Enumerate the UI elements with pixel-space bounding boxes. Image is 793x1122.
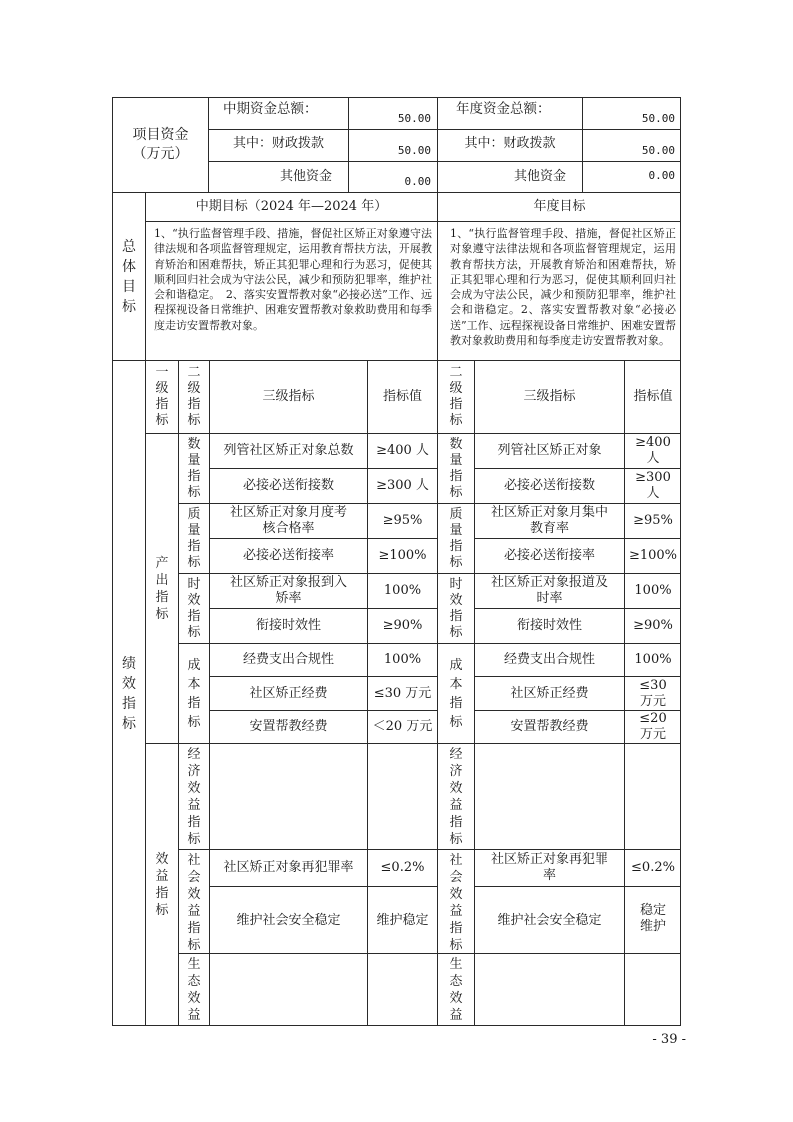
indicator-value-right: [624, 743, 681, 849]
funds-label: 项目资金 （万元）: [112, 97, 208, 192]
indicator-name: 社区矫正对象再犯罪率: [209, 849, 367, 886]
mid-fiscal-label: 其中：财政拨款: [208, 129, 348, 161]
annual-total-value: 50.00: [582, 97, 681, 129]
col-level3: 三级指标: [209, 360, 367, 433]
indicator-name: 列管社区矫正对象总数: [209, 433, 367, 468]
annual-fiscal-label: 其中：财政拨款: [437, 129, 582, 161]
indicator-name: [209, 953, 367, 1026]
indicator-name-right: [474, 743, 624, 849]
col-value-right: 指标值: [624, 360, 681, 433]
indicator-name-right: 社区矫正对象月集中教育率: [474, 503, 624, 538]
indicator-name-right: [474, 953, 624, 1026]
indicator-value-right: ≥100%: [624, 538, 681, 573]
indicator-name: 必接必送衔接率: [209, 538, 367, 573]
annual-fiscal-value: 50.00: [582, 129, 681, 161]
annual-other-value: 0.00: [582, 161, 681, 192]
annual-goal-text: 1、“执行监督管理手段、措施，督促社区矫正对象遵守法律法规和各项监督管理规定，运用教育帮扶方法，开展教育矫治和困难帮扶，矫正其犯罪心理和行为恶习，促使其顺利回归社会成为守法公民，减少和预防犯罪率，维护社会和谐稳定。2、落实安置帮教对象“必接必送”工作、远程探视设备日常维护、困难安置帮教对象救助费用和每季度走访安置帮教对象。: [437, 221, 681, 360]
col-value: 指标值: [367, 360, 437, 433]
indicator-name-right: 经费支出合规性: [474, 643, 624, 676]
annual-total-label: 年度资金总额：: [437, 97, 582, 129]
indicator-name: 社区矫正经费: [209, 676, 367, 710]
indicator-name: 必接必送衔接数: [209, 468, 367, 503]
econ-indicator-right: 经济效益指标: [437, 743, 474, 849]
indicator-value: ＜20 万元: [367, 710, 437, 743]
indicator-name-right: 社区矫正对象报道及时率: [474, 573, 624, 608]
quantity-indicator: 数量指标: [178, 433, 209, 503]
col-level2-right: 二级指标: [437, 360, 474, 433]
mid-total-label: 中期资金总额：: [208, 97, 348, 129]
indicator-value: ≤30 万元: [367, 676, 437, 710]
indicator-name: 社区矫正对象报到入矫率: [209, 573, 367, 608]
goals-label: 总体目标: [112, 192, 145, 360]
indicator-value: ≥95%: [367, 503, 437, 538]
indicator-value-right: 稳定维护: [624, 886, 681, 953]
cost-indicator-right: 成本指标: [437, 643, 474, 743]
quality-indicator-right: 质量指标: [437, 503, 474, 573]
indicator-value: ≥300 人: [367, 468, 437, 503]
col-level1: 一级指标: [145, 360, 178, 433]
output-indicator-label: 产出指标: [145, 433, 178, 743]
indicator-value-right: 100%: [624, 643, 681, 676]
effect-indicator-label: 效益指标: [145, 743, 178, 1026]
indicator-value: 100%: [367, 643, 437, 676]
eco-indicator: 生态效益: [178, 953, 209, 1026]
mid-goal-header: 中期目标（2024 年—2024 年）: [145, 192, 437, 221]
mid-fiscal-value: 50.00: [348, 129, 437, 161]
col-level3-right: 三级指标: [474, 360, 624, 433]
col-level2: 二级指标: [178, 360, 209, 433]
mid-other-label: 其他资金: [208, 161, 348, 192]
indicator-value-right: 100%: [624, 573, 681, 608]
social-indicator: 社会效益指标: [178, 849, 209, 953]
annual-other-label: 其他资金: [437, 161, 582, 192]
indicator-name-right: 安置帮教经费: [474, 710, 624, 743]
indicator-value: [367, 743, 437, 849]
annual-goal-header: 年度目标: [437, 192, 681, 221]
indicator-name-right: 衔接时效性: [474, 608, 624, 643]
indicator-value-right: ≥90%: [624, 608, 681, 643]
indicator-name-right: 列管社区矫正对象: [474, 433, 624, 468]
indicator-name-right: 社区矫正对象再犯罪率: [474, 849, 624, 886]
indicator-value: 100%: [367, 573, 437, 608]
indicator-name-right: 维护社会安全稳定: [474, 886, 624, 953]
page-number: - 39 -: [652, 1032, 686, 1047]
cost-indicator: 成本指标: [178, 643, 209, 743]
eco-indicator-right: 生态效益: [437, 953, 474, 1026]
indicator-value-right: ≥300人: [624, 468, 681, 503]
indicator-name: 社区矫正对象月度考核合格率: [209, 503, 367, 538]
quantity-indicator-right: 数量指标: [437, 433, 474, 503]
indicator-name: 衔接时效性: [209, 608, 367, 643]
indicator-value-right: ≥400人: [624, 433, 681, 468]
econ-indicator: 经济效益指标: [178, 743, 209, 849]
indicator-value: ≥90%: [367, 608, 437, 643]
indicator-value-right: ≤0.2%: [624, 849, 681, 886]
table-right-border: [680, 97, 681, 1026]
indicator-name-right: 必接必送衔接数: [474, 468, 624, 503]
indicator-value-right: ≥95%: [624, 503, 681, 538]
indicator-name: 经费支出合规性: [209, 643, 367, 676]
table-bottom-border: [112, 1025, 681, 1026]
indicator-value: ≥100%: [367, 538, 437, 573]
perf-label: 绩效指标: [112, 360, 145, 1026]
indicator-value: ≤0.2%: [367, 849, 437, 886]
time-indicator: 时效指标: [178, 573, 209, 643]
indicator-value: [367, 953, 437, 1026]
indicator-value-right: ≤30万元: [624, 676, 681, 710]
indicator-name: [209, 743, 367, 849]
mid-other-value: 0.00: [348, 161, 437, 192]
time-indicator-right: 时效指标: [437, 573, 474, 643]
indicator-value: ≥400 人: [367, 433, 437, 468]
indicator-value: 维护稳定: [367, 886, 437, 953]
mid-total-value: 50.00: [348, 97, 437, 129]
indicator-name-right: 必接必送衔接率: [474, 538, 624, 573]
indicator-value-right: [624, 953, 681, 1026]
quality-indicator: 质量指标: [178, 503, 209, 573]
indicator-value-right: ≤20万元: [624, 710, 681, 743]
mid-goal-text: 1、“执行监督管理手段、措施，督促社区矫正对象遵守法律法规和各项监督管理规定，运用教育帮扶方法，开展教育矫治和困难帮扶，矫正其犯罪心理和行为恶习，促使其顺利回归社会成为守法公民，减少和预防犯罪率，维护社会和谐稳定。 2、落实安置帮教对象“必接必送”工作、远程探视设备日常维护、困难安置帮教对象救助费用和每季度走访安置帮教对象。: [145, 221, 437, 360]
indicator-name: 维护社会安全稳定: [209, 886, 367, 953]
indicator-name-right: 社区矫正经费: [474, 676, 624, 710]
social-indicator-right: 社会效益指标: [437, 849, 474, 953]
indicator-name: 安置帮教经费: [209, 710, 367, 743]
